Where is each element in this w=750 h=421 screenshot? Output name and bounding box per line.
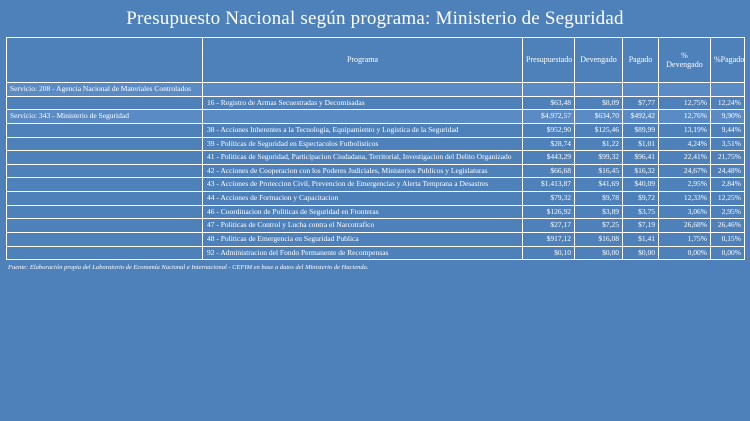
cell-servicio — [7, 246, 203, 260]
cell-programa: 47 - Politicas de Control y Lucha contra el Narcotrafico — [203, 219, 523, 233]
cell-programa: 42 - Acciones de Cooperacion con los Poderes Judiciales, Ministerios Publicos y Legislaturas — [203, 164, 523, 178]
cell-programa: 46 - Coordinacion de Politicas de Seguridad en Fronteras — [203, 205, 523, 219]
table-row — [7, 164, 745, 178]
page-title: Presupuesto Nacional según programa: Ministerio de Seguridad — [126, 8, 624, 29]
table-row — [7, 83, 745, 97]
cell-programa — [203, 110, 523, 124]
header-pagado: Pagado — [623, 38, 659, 83]
cell-pagado: $9,72 — [623, 192, 659, 206]
cell-presupuestado: $917,12 — [523, 232, 575, 246]
cell-pct-devengado: 24,67% — [659, 164, 711, 178]
cell-pct-pagado: 3,51% — [711, 137, 745, 151]
cell-devengado — [575, 83, 623, 97]
cell-programa: 41 - Politicas de Seguridad, Participacion Ciudadana, Territorial, Investigacion del Delito Organizado — [203, 151, 523, 165]
cell-servicio — [7, 192, 203, 206]
cell-devengado: $16,08 — [575, 232, 623, 246]
cell-devengado: $9,78 — [575, 192, 623, 206]
table-row — [7, 246, 745, 260]
cell-presupuestado: $952,90 — [523, 123, 575, 137]
cell-servicio — [7, 205, 203, 219]
cell-programa: 39 - Políticas de Seguridad en Espectaculos Futbolisticos — [203, 137, 523, 151]
header-pct-pagado: %Pagado — [711, 38, 745, 83]
cell-pct-pagado — [711, 83, 745, 97]
cell-programa — [203, 83, 523, 97]
header-blank — [7, 38, 203, 83]
cell-pagado: $89,99 — [623, 123, 659, 137]
cell-pct-pagado: 2,84% — [711, 178, 745, 192]
cell-pct-devengado: 1,75% — [659, 232, 711, 246]
cell-presupuestado: $79,32 — [523, 192, 575, 206]
cell-presupuestado: $1.413,87 — [523, 178, 575, 192]
cell-pct-pagado: 0,00% — [711, 246, 745, 260]
cell-pct-devengado: 0,00% — [659, 246, 711, 260]
cell-pct-pagado: 12,24% — [711, 96, 745, 110]
table-row — [7, 232, 745, 246]
cell-pagado: $1,41 — [623, 232, 659, 246]
cell-pagado: $492,42 — [623, 110, 659, 124]
cell-presupuestado: $443,29 — [523, 151, 575, 165]
cell-programa: 48 - Politicas de Emergencia en Seguridad Publica — [203, 232, 523, 246]
cell-pagado: $96,41 — [623, 151, 659, 165]
cell-pct-devengado: 12,76% — [659, 110, 711, 124]
cell-devengado: $8,09 — [575, 96, 623, 110]
cell-pct-devengado: 12,75% — [659, 96, 711, 110]
cell-programa: 44 - Acciones de Formacion y Capacitacion — [203, 192, 523, 206]
cell-presupuestado — [523, 83, 575, 97]
cell-pct-pagado: 9,90% — [711, 110, 745, 124]
cell-pct-pagado: 21,75% — [711, 151, 745, 165]
header-programa: Programa — [203, 38, 523, 83]
cell-pct-devengado: 12,33% — [659, 192, 711, 206]
cell-servicio — [7, 123, 203, 137]
cell-pct-devengado: 13,19% — [659, 123, 711, 137]
cell-devengado: $7,25 — [575, 219, 623, 233]
cell-pagado: $3,75 — [623, 205, 659, 219]
cell-devengado: $41,69 — [575, 178, 623, 192]
cell-presupuestado: $4.972,57 — [523, 110, 575, 124]
table-row — [7, 151, 745, 165]
cell-pagado: $7,77 — [623, 96, 659, 110]
cell-programa: 92 - Administracion del Fondo Permanente de Recompensas — [203, 246, 523, 260]
table-row — [7, 219, 745, 233]
header-pct-devengado: % Devengado — [659, 38, 711, 83]
cell-pagado: $0,00 — [623, 246, 659, 260]
cell-pct-devengado — [659, 83, 711, 97]
table-row — [7, 205, 745, 219]
cell-pct-pagado: 2,95% — [711, 205, 745, 219]
cell-pct-pagado: 0,15% — [711, 232, 745, 246]
cell-devengado: $0,00 — [575, 246, 623, 260]
cell-servicio — [7, 219, 203, 233]
cell-pct-devengado: 2,95% — [659, 178, 711, 192]
cell-devengado: $125,46 — [575, 123, 623, 137]
cell-devengado: $1,22 — [575, 137, 623, 151]
cell-pct-devengado: 3,06% — [659, 205, 711, 219]
header-devengado: Devengado — [575, 38, 623, 83]
cell-servicio: Servicio: 343 - Ministerio de Seguridad — [7, 110, 203, 124]
cell-pagado: $7,19 — [623, 219, 659, 233]
cell-pct-pagado: 9,44% — [711, 123, 745, 137]
cell-devengado: $634,70 — [575, 110, 623, 124]
cell-presupuestado: $66,68 — [523, 164, 575, 178]
cell-servicio: Servicio: 208 - Agencia Nacional de Materiales Controlados — [7, 83, 203, 97]
cell-pct-devengado: 22,41% — [659, 151, 711, 165]
cell-servicio — [7, 137, 203, 151]
cell-servicio — [7, 96, 203, 110]
source-note: Fuente: Elaboración propia del Laboratorio de Economía Nacional e Internacional - CEFIM en base a datos del Ministerio de Hacienda. — [8, 264, 369, 272]
cell-pagado: $16,32 — [623, 164, 659, 178]
cell-servicio — [7, 151, 203, 165]
cell-pct-devengado: 26,68% — [659, 219, 711, 233]
table-row — [7, 96, 745, 110]
cell-presupuestado: $63,48 — [523, 96, 575, 110]
table-header-row — [7, 38, 745, 83]
cell-pagado — [623, 83, 659, 97]
cell-presupuestado: $126,92 — [523, 205, 575, 219]
cell-pct-pagado: 26,46% — [711, 219, 745, 233]
cell-devengado: $16,45 — [575, 164, 623, 178]
cell-servicio — [7, 178, 203, 192]
cell-pct-devengado: 4,24% — [659, 137, 711, 151]
cell-presupuestado: $0,10 — [523, 246, 575, 260]
cell-programa: 38 - Acciones Inherentes a la Tecnologia, Equipamiento y Logistica de la Seguridad — [203, 123, 523, 137]
cell-pagado: $1,01 — [623, 137, 659, 151]
table-body — [7, 83, 745, 260]
cell-devengado: $3,89 — [575, 205, 623, 219]
cell-presupuestado: $28,74 — [523, 137, 575, 151]
budget-table — [6, 37, 745, 260]
cell-servicio — [7, 232, 203, 246]
cell-programa: 43 - Acciones de Proteccion Civil, Prevencion de Emergencias y Alerta Temprana a Desastres — [203, 178, 523, 192]
cell-devengado: $99,32 — [575, 151, 623, 165]
cell-pct-pagado: 24,48% — [711, 164, 745, 178]
cell-servicio — [7, 164, 203, 178]
cell-pct-pagado: 12,25% — [711, 192, 745, 206]
header-presupuestado: Presupuestado — [523, 38, 575, 83]
cell-programa: 16 - Registro de Armas Secuestradas y Decomisadas — [203, 96, 523, 110]
cell-pagado: $40,09 — [623, 178, 659, 192]
table-row — [7, 192, 745, 206]
table-row — [7, 178, 745, 192]
table-row — [7, 123, 745, 137]
cell-presupuestado: $27,17 — [523, 219, 575, 233]
table-row — [7, 110, 745, 124]
table-row — [7, 137, 745, 151]
